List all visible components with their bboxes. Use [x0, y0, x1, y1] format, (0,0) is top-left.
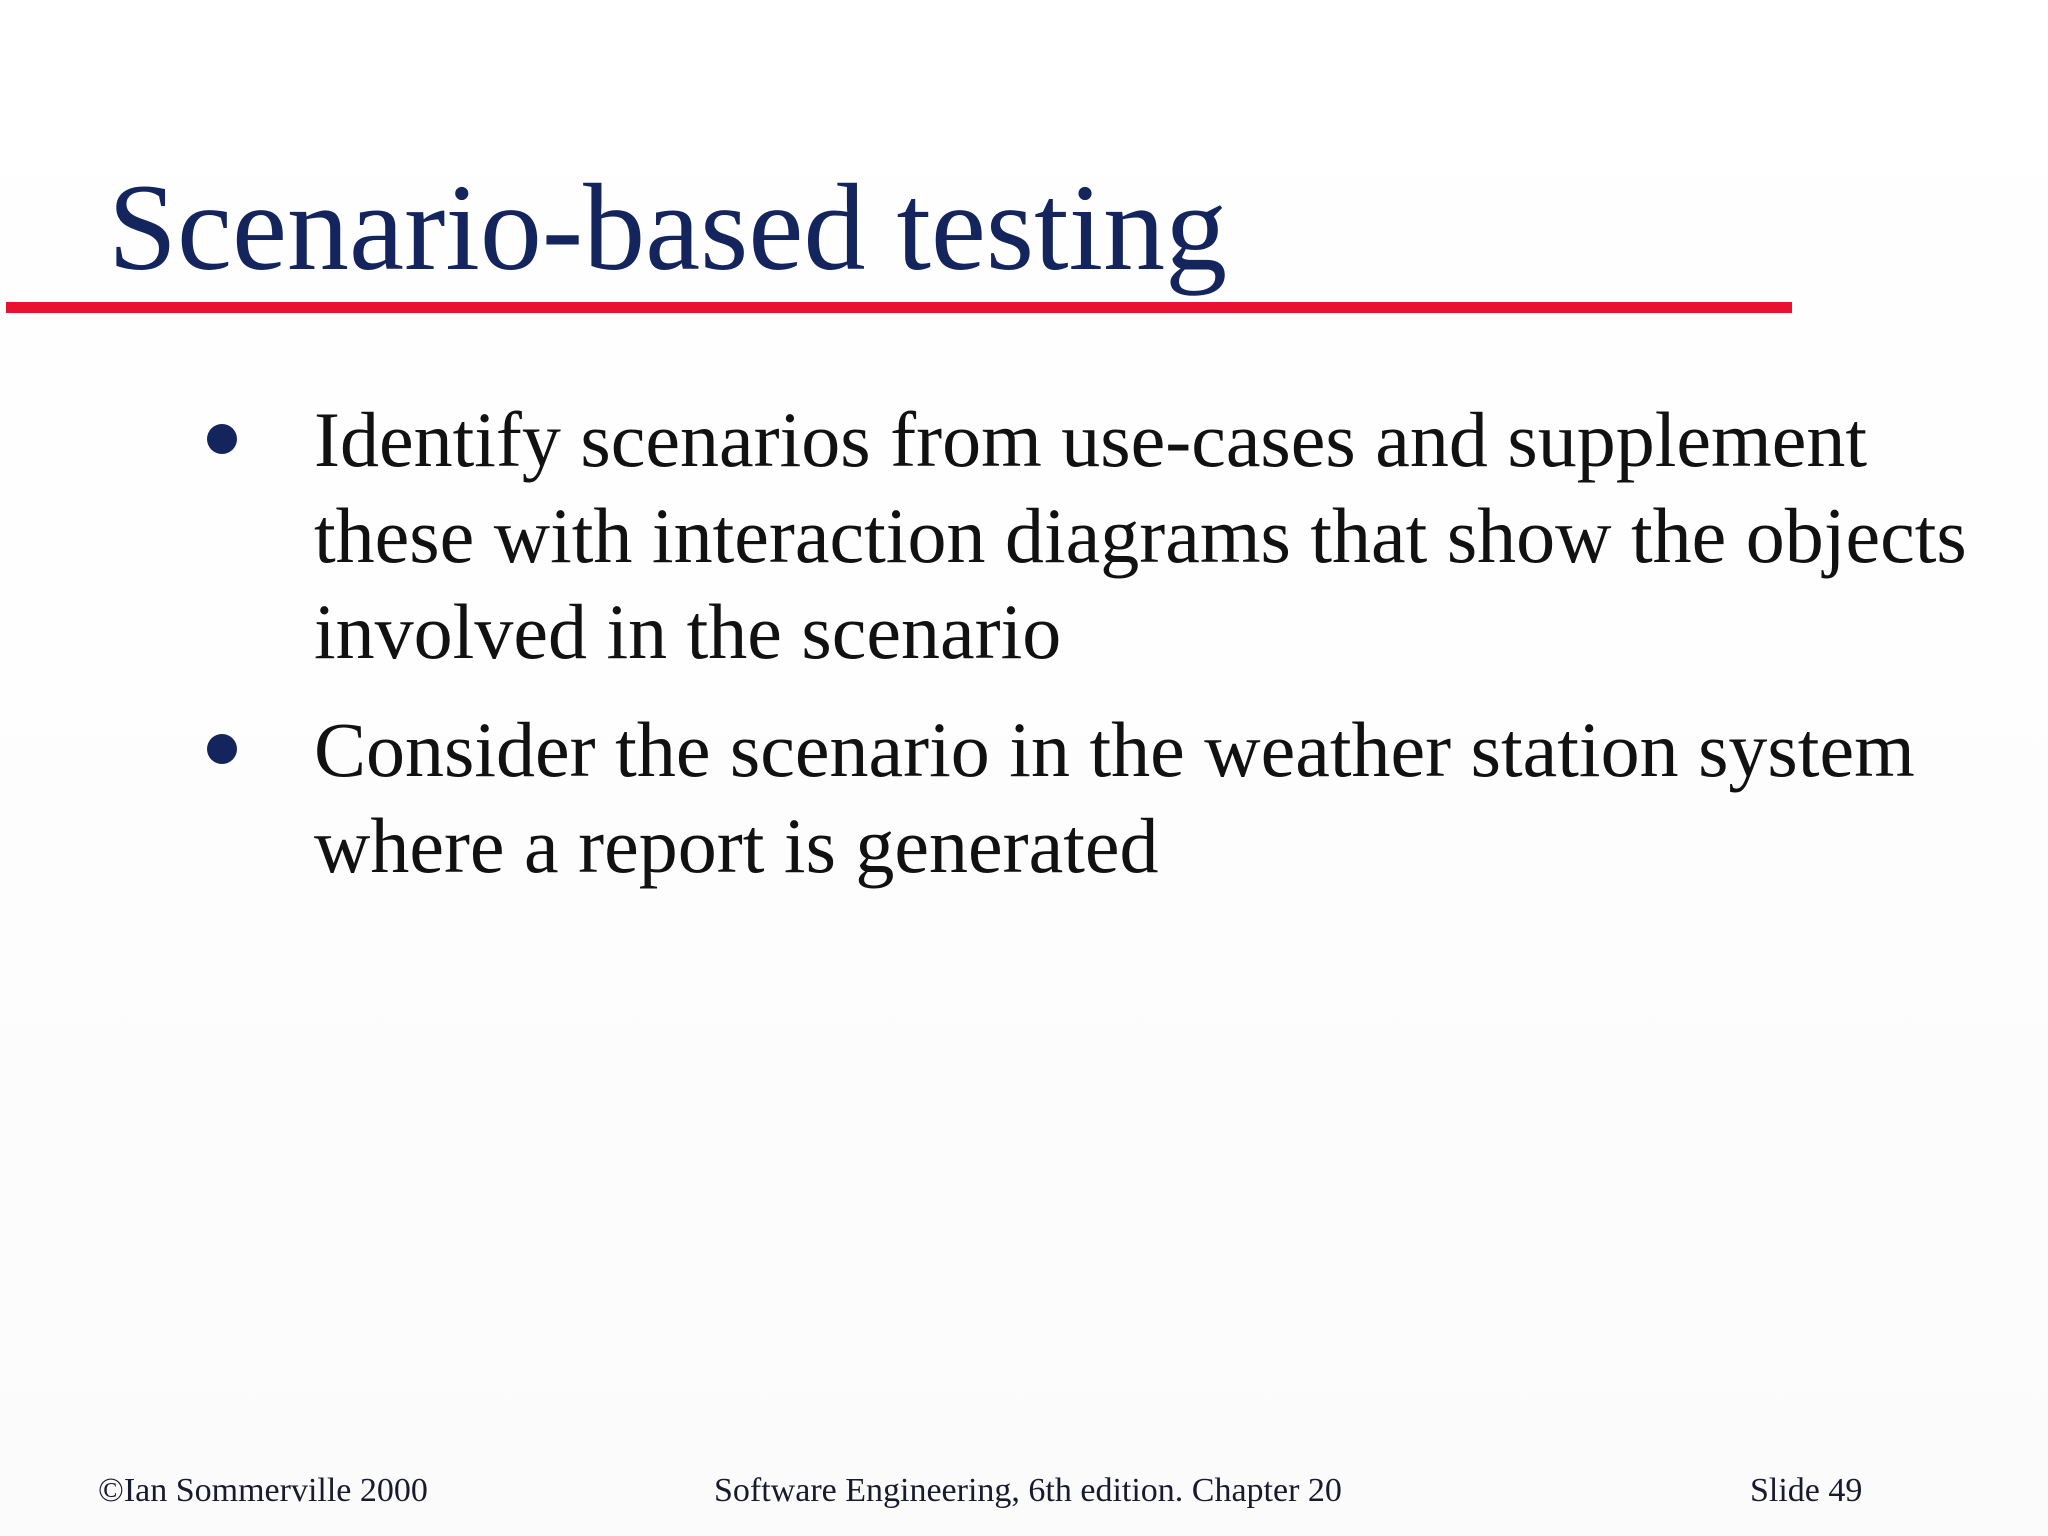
slide-title: Scenario-based testing	[108, 159, 1228, 296]
footer-book-title: Software Engineering, 6th edition. Chapter 20	[714, 1472, 1342, 1509]
bullet-text: Consider the scenario in the weather station system where a report is generated	[314, 706, 1915, 889]
footer-copyright: ©Ian Sommerville 2000	[98, 1472, 428, 1509]
bullet-dot-icon	[207, 424, 237, 454]
bullet-dot-icon	[207, 734, 237, 764]
bullet-text: Identify scenarios from use-cases and supplement these with interaction diagrams that show the objects involved in the scenario	[314, 396, 1967, 675]
bullet-item	[0, 702, 2048, 894]
footer-slide-number: Slide 49	[1750, 1472, 1863, 1509]
bullet-list	[0, 392, 2048, 916]
bullet-item	[0, 392, 2048, 680]
title-underline-rule	[6, 302, 1792, 313]
